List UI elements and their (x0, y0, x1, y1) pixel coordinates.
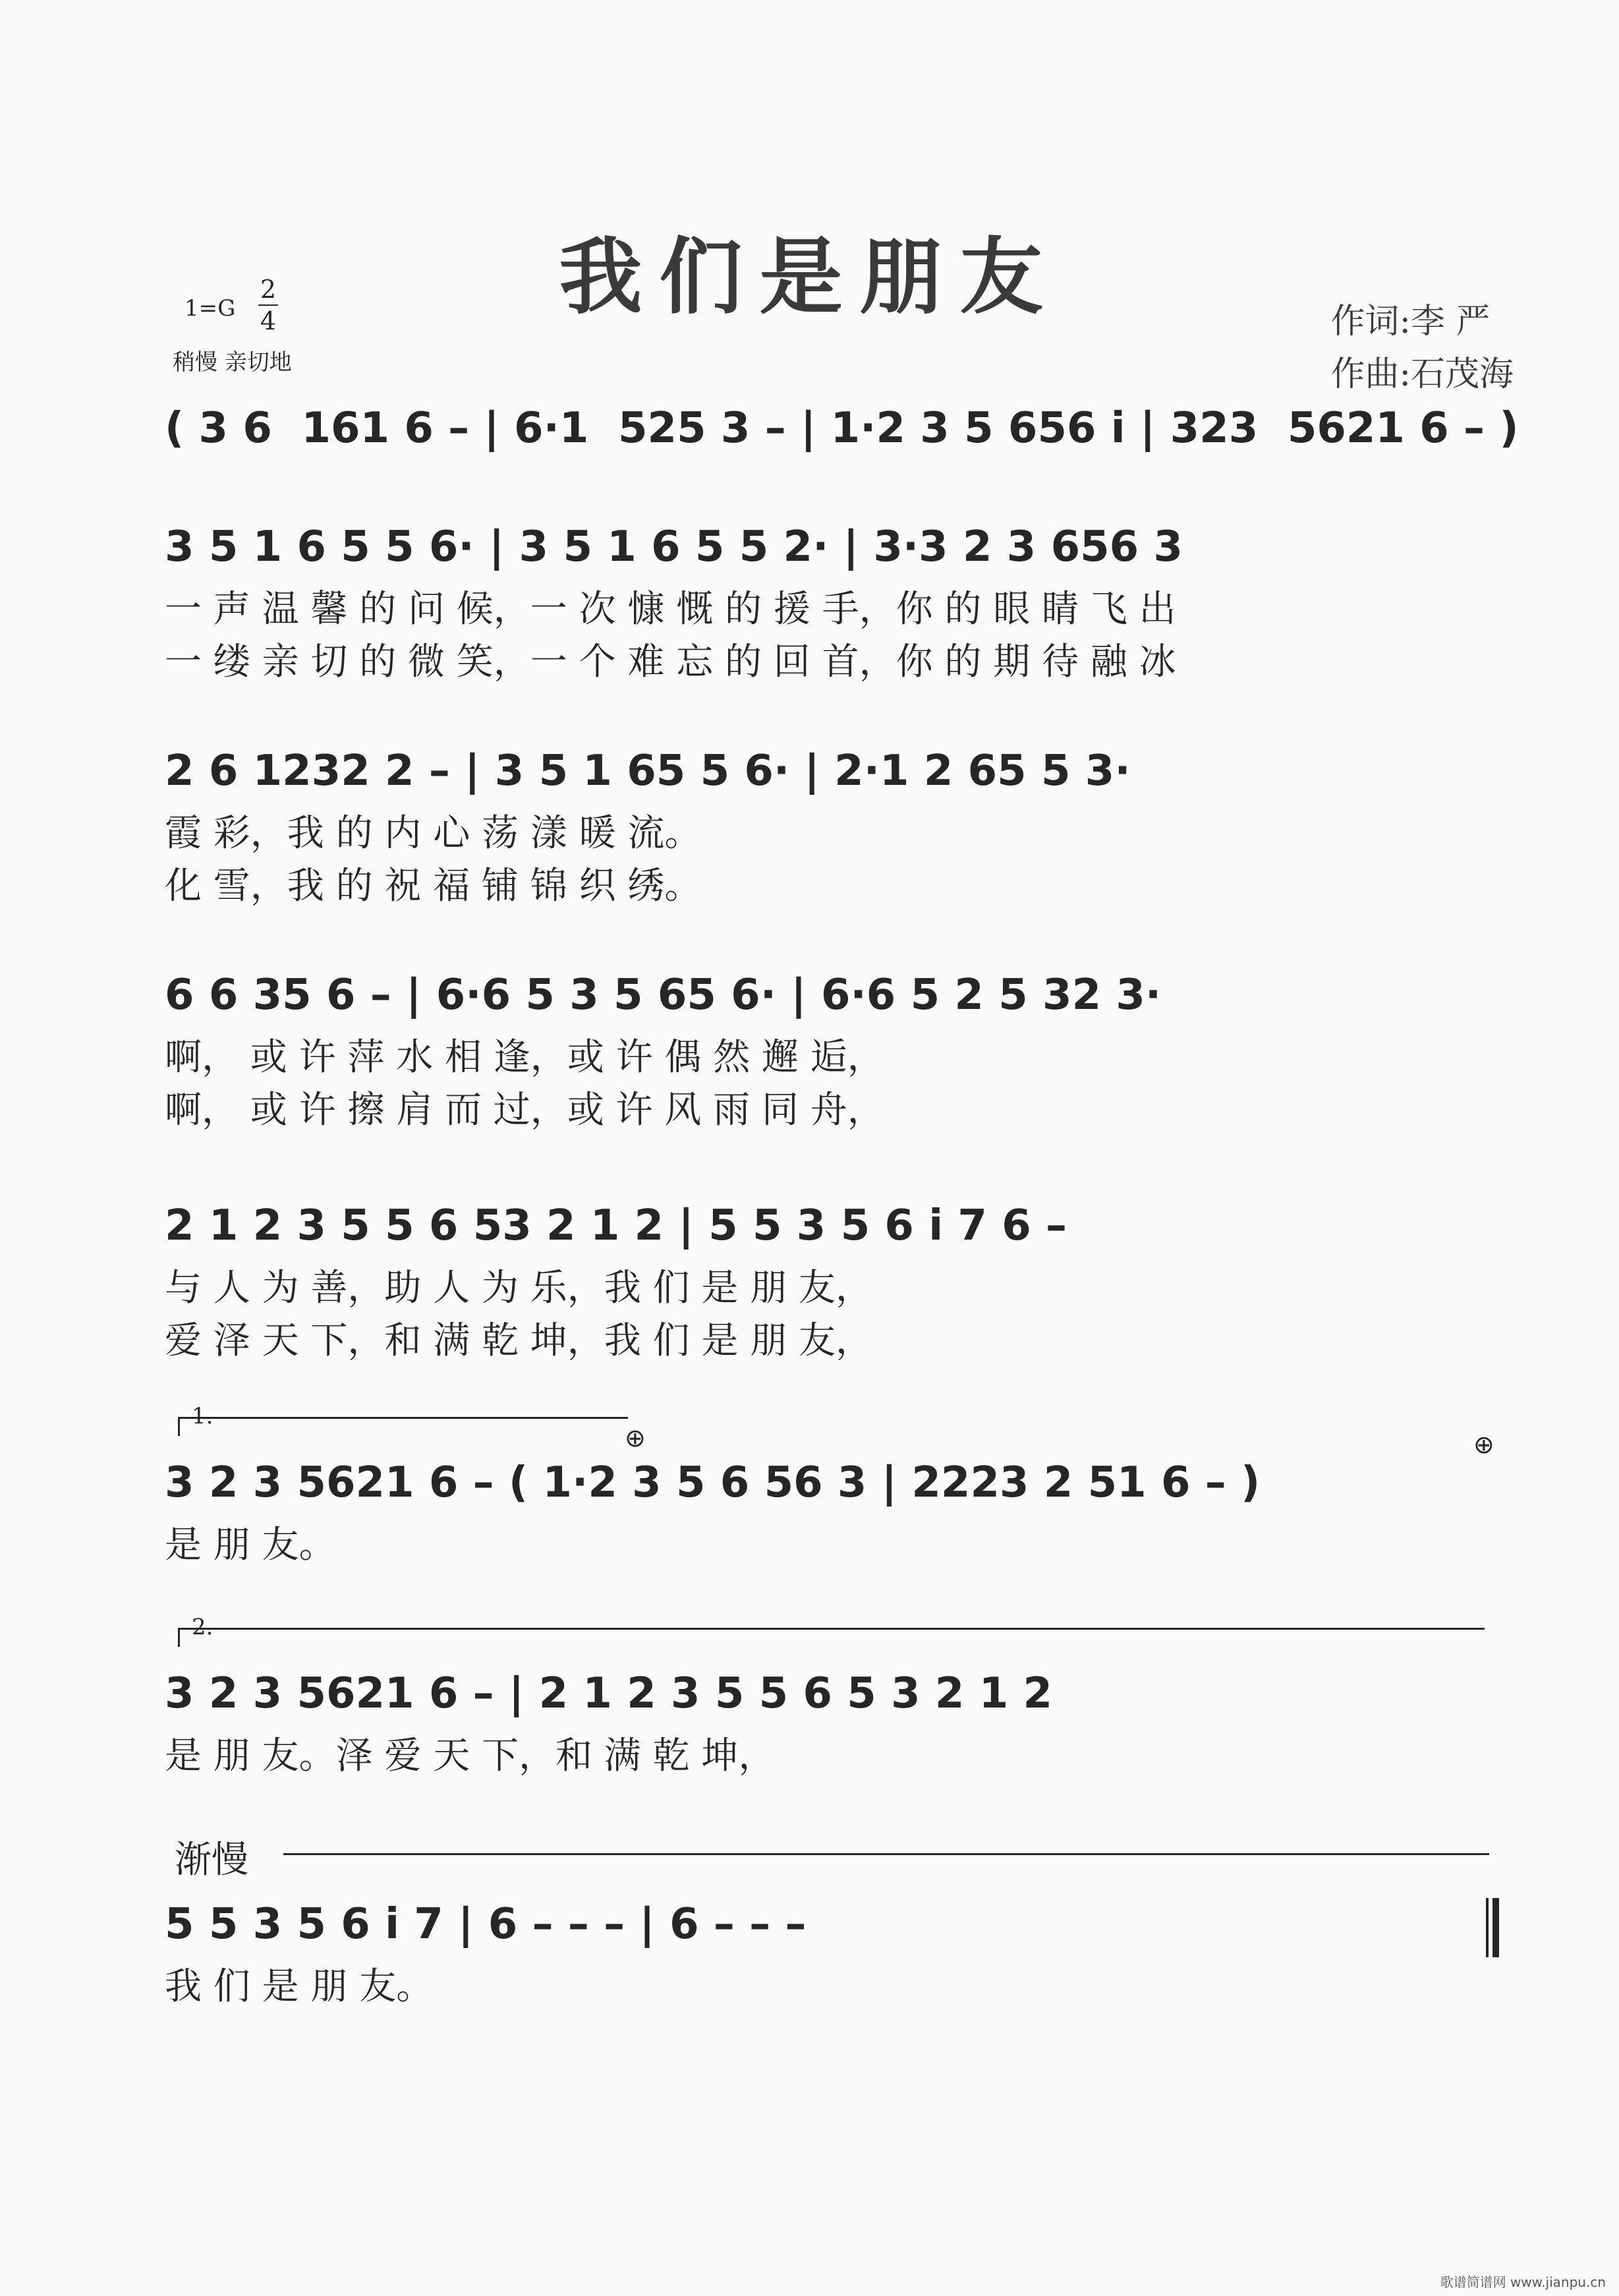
notation-line: 3 2 3 5621 6 – | 2 1 2 3 5 5 6 5 3 2 1 2 (165, 1669, 1053, 1718)
lyric-line-2: 啊， 或 许 擦 肩 而 过，或 许 风 雨 同 舟， (165, 1089, 884, 1132)
notation-line: 6 6 35 6 – | 6·6 5 3 5 65 6· | 6·6 5 2 5 32 3· (165, 971, 1162, 1019)
rit-marking: 渐慢 (175, 1839, 248, 1881)
volta-1: 1. (178, 1417, 628, 1436)
lyric-line-1: 啊， 或 许 萍 水 相 逢，或 许 偶 然 邂 逅， (165, 1036, 884, 1079)
system-ending-2 (165, 1661, 1496, 1779)
lyric-line-1: 是 朋 友。泽 爱 天 下，和 满 乾 坤， (165, 1735, 776, 1777)
credits (1330, 295, 1514, 401)
system-verse-2 (165, 738, 1496, 909)
watermark: 歌谱简谱网 www.jianpu.cn (1440, 2274, 1606, 2290)
final-barline-thick (1492, 1898, 1499, 1957)
key-signature: 1=G (185, 295, 236, 322)
lyric-line-2: 爱 泽 天 下，和 满 乾 坤，我 们 是 朋 友， (165, 1319, 873, 1362)
notation-line: ( 3 6 161 6 – | 6·1 525 3 – | 1·2 3 5 656 i | 323 5621 6 – ) (165, 404, 1519, 453)
lyric-line-1: 是 朋 友。 (165, 1524, 336, 1566)
system-verse-1 (165, 514, 1496, 685)
lyric-line-2: 化 雪，我 的 祝 福 铺 锦 织 绣。 (165, 865, 702, 907)
lyric-line-1: 霞 彩，我 的 内 心 荡 漾 暖 流。 (165, 812, 702, 855)
notation-line: 3 2 3 5621 6 – ( 1·2 3 5 6 56 3 | 2223 2 51 6 – ) (165, 1458, 1261, 1507)
composer: 作曲:石茂海 (1330, 355, 1514, 394)
lyric-line-2: 一 缕 亲 切 的 微 笑，一 个 难 忘 的 回 首，你 的 期 待 融 冰 (165, 641, 1176, 683)
system-ending-1 (165, 1450, 1496, 1568)
system-chorus (165, 1193, 1496, 1364)
volta-2: 2. (178, 1628, 1485, 1647)
notation-line: 3 5 1 6 5 5 6· | 3 5 1 6 5 5 2· | 3·3 2 3 656 3 (165, 523, 1183, 571)
song-title: 我们是朋友 (559, 228, 1060, 326)
time-signature: 2 4 (258, 274, 278, 336)
system-coda (165, 1891, 1496, 2010)
tempo-marking: 稍慢 亲切地 (173, 349, 292, 376)
notation-line: 5 5 3 5 6 i 7 | 6 – – – | 6 – – – (165, 1900, 807, 1949)
system-intro (165, 395, 1519, 461)
coda-sign: ⊕ (625, 1423, 646, 1452)
rit-line (283, 1853, 1489, 1855)
notation-line: 2 6 1232 2 – | 3 5 1 65 5 6· | 2·1 2 65 5 3· (165, 747, 1131, 795)
final-barline (1486, 1898, 1489, 1957)
lyric-line-1: 与 人 为 善，助 人 为 乐，我 们 是 朋 友， (165, 1267, 873, 1309)
lyric-line-1: 一 声 温 馨 的 问 候，一 次 慷 慨 的 援 手，你 的 眼 睛 飞 出 (165, 588, 1176, 631)
system-verse-3 (165, 962, 1496, 1134)
notation-line: 2 1 2 3 5 5 6 53 2 1 2 | 5 5 3 5 6 i 7 6 – (165, 1201, 1067, 1250)
lyricist: 作词:李 严 (1330, 302, 1491, 341)
lyric-line-1: 我 们 是 朋 友。 (165, 1965, 434, 2008)
coda-sign: ⊕ (1473, 1430, 1494, 1459)
